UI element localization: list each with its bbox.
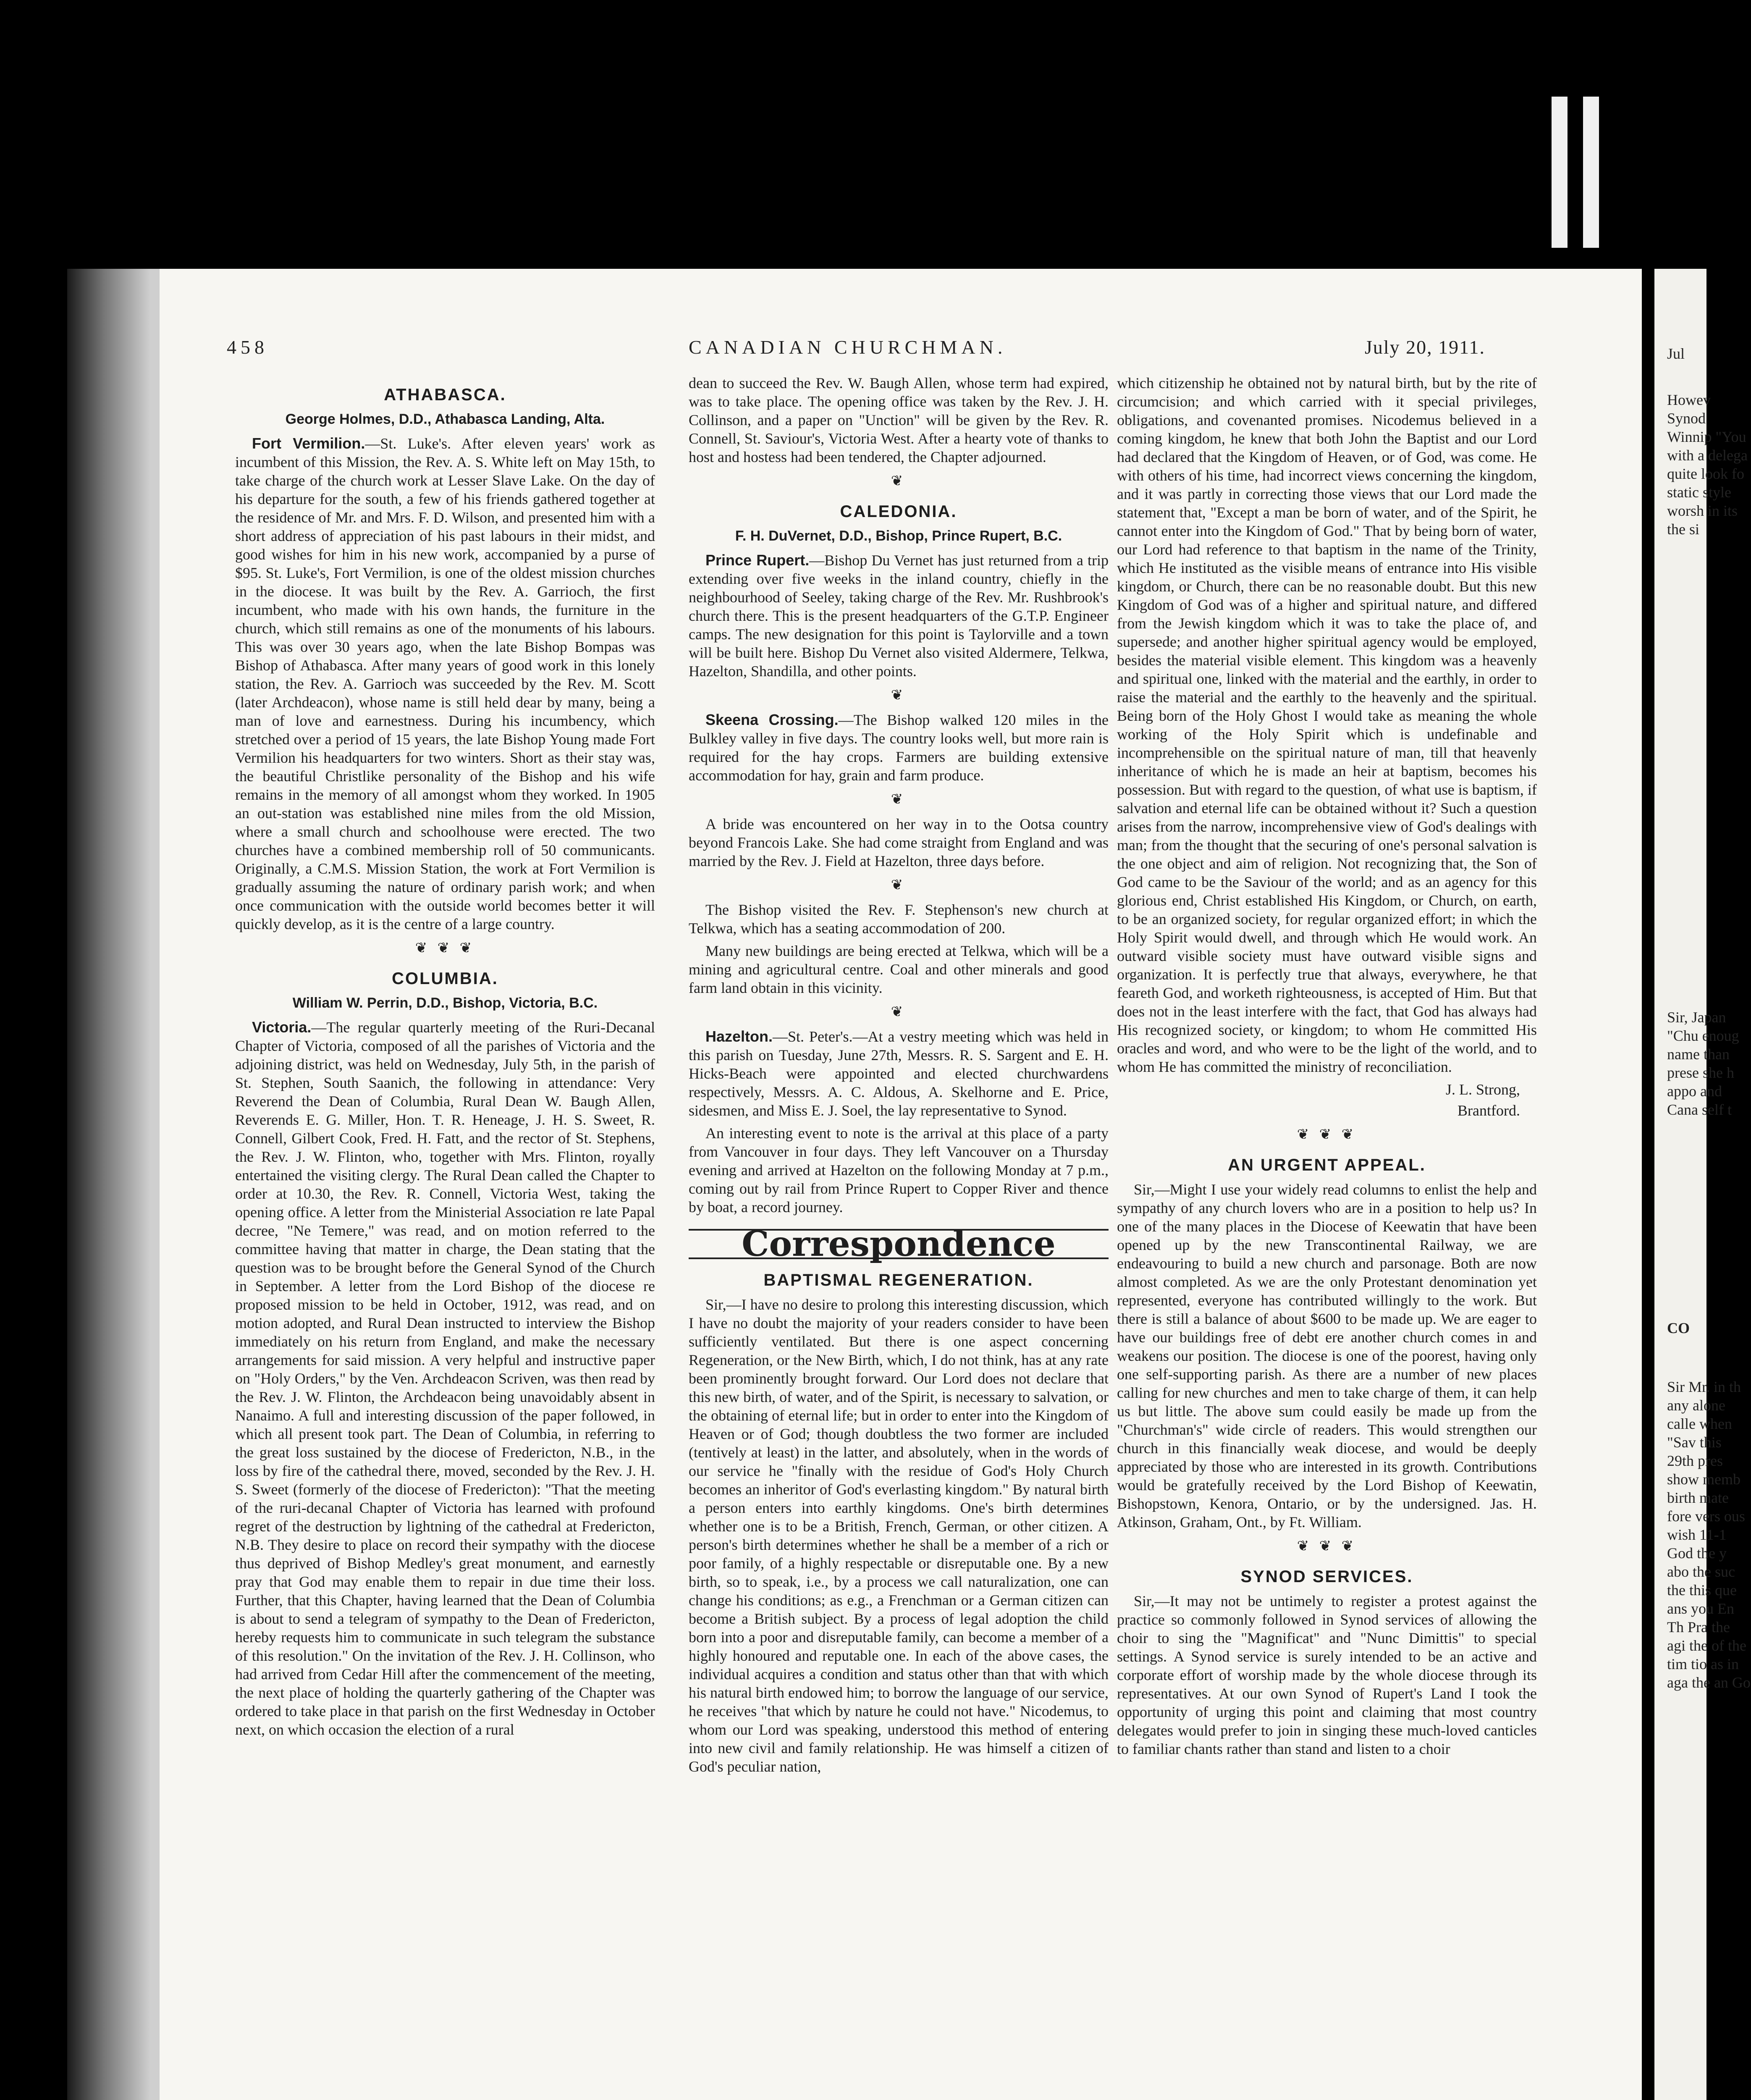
heading-urgent-appeal: AN URGENT APPEAL. <box>1228 1156 1426 1174</box>
fort-vermilion-text: —St. Luke's. After eleven years' work as incumbent of this Mission, the Rev. A. S. White left on May 15th, to take charge of the church work at Lesser Slave Lake. On the day of his departure for the south, a few of his friends gathered together at the residence of Mr. and Mrs. F. D. Wilson, and presented him with a short address of appreciation of his past labours in their midst, and good wishes for him in his new work, accompanied by a purse of $95. St. Luke's, Fort Vermilion, is one of the oldest mission churches in the diocese. It was built by the Rev. A. Garrioch, the first incumbent, who made with his own hands, the furniture in the church, which still remains as one of the monuments of his labours. This was over 30 years ago, when the late Bishop Bompas was Bishop of Athabasca. After many years of good work in this lonely station, the Rev. A. Garrioch was succeeded by the Rev. M. Scott (later Archdeacon), whose name is still held dear by many, being a man of love and earnestness. During his incumbency, which stretched over a period of 15 years, the late Bishop Young made Fort Vermilion his headquarters for two winters. Short as their stay was, the beautiful Christlike personality of the Bishop and his wife remains in the memory of all amongst whom they worked. In 1905 an out-station was established nine miles from the old Mission, where a small church and schoolhouse were erected. The two churches have a combined membership roll of 50 communicants. Originally, a C.M.S. Mission Station, the work at Fort Vermilion is gradually assuming the nature of ordinary parish work; and when once communication with the outside world becomes better it will quickly develop, as it is the centre of a large country. <box>235 435 655 932</box>
heading-caledonia: CALEDONIA. <box>840 502 957 521</box>
adjacent-page-strip <box>1654 269 1751 2100</box>
hazelton-text: —St. Peter's.—At a vestry meeting which was held in this parish on Tuesday, June 27th, Messrs. R. S. Sargent and E. H. Hicks-Beach were appointed and elected churchwardens respectively, Messrs. A. C. Aldous, A. Skelhorne and E. Price, sidesmen, and Miss E. J. Soel, the lay representative to Synod. <box>689 1028 1109 1119</box>
prince-rupert-article <box>689 551 1109 680</box>
issue-date: July 20, 1911. <box>1365 336 1485 358</box>
caledonia-bishop: F. H. DuVernet, D.D., Bishop, Prince Rupert, B.C. <box>735 528 1062 544</box>
hazelton-article <box>689 1027 1109 1120</box>
signature-place: Brantford. <box>1457 1102 1520 1119</box>
athabasca-bishop: George Holmes, D.D., Athabasca Landing, Alta. <box>285 411 605 427</box>
fort-vermilion-article <box>235 434 655 933</box>
strip-text-b: Sir, Japan "Chu enoug name than prese she h appo and Cana self t <box>1667 1009 1739 1118</box>
heading-synod-services: SYNOD SERVICES. <box>1240 1567 1413 1586</box>
baptismal-letter-continued: which citizenship he obtained not by natural birth, but by the rite of circumcision; and which carried with it special privileges, obligations, and covenanted promises. Nicodemus believed in a coming kingdom, he knew that both John the Baptist and our Lord had declared that the Kingdom of Heaven, or of God, was come. He with others of his time, had incorrect views concerning the kingdom, and it was partly in correcting those views that our Lord made the statement that, "Except a man be born of water, and of the Spirit, he cannot enter into the Kingdom of God." That by being born of water, our Lord had reference to that baptism in the name of the Trinity, which He instituted as the visible means of entrance into His visible kingdom, or Church, there can be no reasonable doubt. But this new Kingdom of God was of a higher and spiritual nature, and differed from the Jewish kingdom which it was to take the place of, and supersede; and another higher spiritual agency would be employed, besides the material visible element. This kingdom was a heavenly and spiritual one, linked with the material and the earthly, in order to raise the material and the earthly to the heavenly and the spiritual. Being born of the Holy Ghost I would take as meaning the whole working of the Holy Spirit which is undefinable and incomprehensible on the spiritual nature of man, till that heavenly inheritance of which he is made an heir at baptism, becomes his possession. But with regard to the question, of what use is baptism, if salvation and eternal life can be obtained without it? Such a question arises from the narrow, incomprehensive view of God's dealings with man; from the thought that the securing of one's personal salvation is the one object and aim of religion. Not recognizing that, the Son of God came to be the Saviour of the world; and as an agency for this glorious end, Christ established His Kingdom, or Church, on earth, to be an organized society, for regular organized effort; in which the Holy Spirit would dwell, and through which He would work. An outward visible society must have outward visible signs and organization. It is perfectly true that always, everywhere, he that feareth God, and worketh righteousness, is accepted of Him. But that does not in the least interfere with the fact, that God has always had His recognized society, or kingdom; to whom He committed His oracles and word, and who were to be the light of the world, and to whom He has committed the ministry of reconciliation. <box>1117 375 1537 1075</box>
strip-header: Jul <box>1667 345 1685 362</box>
section-ornament: ❦ ❦ ❦ <box>1297 1538 1357 1554</box>
item-ornament: ❦ <box>891 1004 907 1020</box>
strip-text-a: Howev Synod Winnip "You with a delega quite look fo static style worsh in its the si <box>1667 391 1748 538</box>
book-spine <box>67 269 160 2100</box>
fort-vermilion-place: Fort Vermilion. <box>252 435 365 452</box>
signature-name: J. L. Strong, <box>1445 1081 1520 1098</box>
item-ornament: ❦ <box>891 688 907 703</box>
columbia-bishop: William W. Perrin, D.D., Bishop, Victoria, B.C. <box>292 995 598 1011</box>
prince-rupert-text: —Bishop Du Vernet has just returned from a trip extending over five weeks in the inland country, chiefly in the neighbourhood of Seeley, taking charge of the Rev. Mr. Rushbrook's church there. This is the present headquarters of the G.T.P. Engineer camps. The new designation for this point is Taylorville and a town will be built here. Bishop Du Vernet also visited Aldermere, Telkwa, Hazelton, Shandilla, and other points. <box>689 552 1109 680</box>
victoria-continued: dean to succeed the Rev. W. Baugh Allen, whose term had expired, was to take place. The opening office was taken by the Rev. J. H. Collinson, and a paper on "Unction" will be given by the Rev. R. Connell, St. Saviour's, Victoria West. After a hearty vote of thanks to host and hostess had been tendered, the Chapter adjourned. <box>689 375 1109 465</box>
scan-marker-top-left <box>1552 97 1568 248</box>
skeena-place: Skeena Crossing. <box>705 711 839 728</box>
heading-athabasca: ATHABASCA. <box>384 386 506 404</box>
telkwa-paragraph: The Bishop visited the Rev. F. Stephenson's new church at Telkwa, which has a seating accommodation of 200. <box>689 901 1109 937</box>
item-ornament: ❦ <box>891 792 907 807</box>
hazelton-place: Hazelton. <box>705 1028 773 1045</box>
column-2 <box>689 374 1109 2100</box>
page-number: 458 <box>227 336 268 358</box>
newspaper-title: CANADIAN CHURCHMAN. <box>689 336 1007 358</box>
strip-text-c: Sir Mr. in th any alone calle when "Sav this 29th pres show memb birth mate fore vers ous wish 11-1 God the y abo the suc the this que ans you En Th Pra the agi the of the tim tio as in aga the an Go <box>1667 1378 1751 1691</box>
item-ornament: ❦ <box>891 877 907 893</box>
skeena-text: —The Bishop walked 120 miles in the Bulkley valley in five days. The country looks well, but more rain is required for the hay crops. Farmers are building extensive accommodation for hay, grain and farm produce. <box>689 711 1109 784</box>
heading-columbia: COLUMBIA. <box>392 969 498 988</box>
skeena-article <box>689 711 1109 785</box>
synod-letter: Sir,—It may not be untimely to register a protest against the practice so commonly followed in Synod services of allowing the choir to sing the "Magnificat" and "Nunc Dimittis" to special settings. A Synod service is surely intended to be an active and corporate effort of worship made by the whole diocese through its representatives. At our own Synod of Rupert's Land I took the opportunity of urging this point and claiming that most country delegates would prefer to join in singing these much-loved canticles to familiar chants rather than stand and listen to a choir <box>1117 1593 1537 1757</box>
appeal-letter: Sir,—Might I use your widely read columns to enlist the help and sympathy of any church lovers who are in a position to help us? In one of the many places in the Diocese of Keewatin that have been opened up by the new Transcontinental Railway, we are endeavouring to build a new church and parsonage. Both are now almost completed. As we are the only Protestant denomination yet represented, everyone has contributed willingly to the work. But there is still a balance of about $600 to be made up. We are eager to have our buildings free of debt ere another church comes in and weakens our position. The diocese is one of the poorest, having only one self-supporting parish. As there are a number of new places calling for new churches and men to take charge of them, it can help us but little. The above sum could easily be made up from the "Churchman's" wide circle of readers. This would strengthen our church in this financially weak diocese, and would be deeply appreciated by those who are interested in its growth. Contributions would be gratefully received by the Lord Bishop of Keewatin, Bishopstown, Kenora, Ontario, or by the undersigned. Jas. H. Atkinson, Graham, Ont., by Ft. William. <box>1117 1181 1537 1530</box>
section-ornament: ❦ <box>891 473 907 489</box>
section-ornament: ❦ ❦ ❦ <box>1297 1127 1357 1142</box>
buildings-paragraph: Many new buildings are being erected at Telkwa, which will be a mining and agricultural centre. Coal and other minerals and good farm land obtain in this vicinity. <box>689 942 1109 996</box>
victoria-text: —The regular quarterly meeting of the Ruri-Decanal Chapter of Victoria, composed of all the parishes of Victoria and the adjoining district, was held on Wednesday, July 5th, in the parish of St. Stephen, South Saanich, the following in attendance: Very Reverend the Dean of Columbia, Rural Dean W. Baugh Allen, Reverends E. G. Miller, Hon. T. R. Heneage, J. H. S. Sweet, R. Connell, Gilbert Cook, Fred. H. Fatt, and the rector of St. Stephens, the Rev. J. W. Flinton, who, together with Mrs. Flinton, royally entertained the visiting clergy. The Rural Dean called the Chapter to order at 10.30, the Rev. R. Connell, Victoria West, taking the opening office. A letter from the Ministerial Association re late Papal decree, "Ne Temere," was read, and on motion referred to the committee having that matter in charge, the Dean stating that the question was to be brought before the General Synod of the Church in September. A letter from the Lord Bishop of the diocese re proposed mission to be held in October, 1912, was read, and on motion adopted, and Rural Dean instructed to interview the Bishop immediately on his return from England, and make the necessary arrangements for said mission. A very helpful and instructive paper on "Holy Orders," by the Ven. Archdeacon Scriven, was then read by the Rev. J. W. Flinton, the Archdeacon being unavoidably absent in Nanaimo. A full and interesting discussion of the paper followed, in which all present took part. The Dean of Columbia, in referring to the great loss sustained by the diocese of Fredericton, N.B., in the loss by fire of the cathedral there, moved, seconded by the Rev. J. H. S. Sweet (formerly of the diocese of Fredericton): "That the meeting of the ruri-decanal Chapter of Victoria has learned with profound regret of the destruction by lightning of the cathedral at Fredericton, N.B. They desire to place on record their sympathy with the diocese thus deprived of Bishop Medley's great monument, and earnestly pray that God may enable them to repair in due time their loss. Further, that this Chapter, having learned that the Dean of Columbia is about to send a telegram of sympathy to the Dean of Fredericton, hereby requests him to communicate in such telegram the substance of this resolution." On the invitation of the Rev. J. H. Collinson, who had arrived from Cedar Hill after the commencement of the meeting, the next place of holding the quarterly gathering of the Chapter was ordered to take place in that parish on the first Wednesday in October next, on which occasion the election of a rural <box>235 1019 655 1738</box>
scan-marker-top-right <box>1583 97 1599 248</box>
heading-baptismal-regeneration: BAPTISMAL REGENERATION. <box>763 1271 1034 1289</box>
baptismal-letter: Sir,—I have no desire to prolong this interesting discussion, which I have no doubt the majority of your readers consider to have been sufficiently ventilated. But there is one aspect concerning Regeneration, or the New Birth, which, I do not think, has at any rate been prominently brought forward. Our Lord does not declare that this new birth, of water, and of the Spirit, is necessary to salvation, or the obtaining of eternal life; but in order to enter into the Kingdom of Heaven or of God; though doubtless the two former are included (tentively at least) in the latter, and absolutely, when in the words of our service he "finally with the residue of God's Holy Church becomes an inheritor of God's everlasting kingdom." By natural birth a person enters into earthly kingdoms. One's birth determines whether one is to be a British, French, German, or other citizen. A person's birth determines whether he shall be a member of a rich or poor family, of a highly respectable or disreputable one. By a new birth, so to speak, i.e., by a process we call naturalization, one can change his conditions; as e.g., a Frenchman or a German citizen can become a British subject. By a process of legal adoption the child born into a poor and disreputable family, can become a member of a highly honoured and reputable one. In each of the above cases, the individual acquires a condition and status other than that with which his natural birth endowed him; to borrow the language of our service, he receives "that which by nature he could not have." Nicodemus, to whom our Lord was speaking, understood this method of entering into new civil and family relationship. He was himself a citizen of God's peculiar nation, <box>689 1296 1109 1775</box>
prince-rupert-place: Prince Rupert. <box>705 551 810 569</box>
strip-heading: CO <box>1667 1320 1690 1336</box>
column-1 <box>235 374 655 2100</box>
column-3 <box>1117 374 1537 2100</box>
victoria-place: Victoria. <box>252 1018 312 1036</box>
section-ornament: ❦ ❦ ❦ <box>415 940 475 956</box>
event-paragraph: An interesting event to note is the arrival at this place of a party from Vancouver in four days. They left Vancouver on a Thursday evening and arrived at Hazelton on the following Monday at 7 p.m., coming out by rail from Prince Rupert to Copper River and thence by boat, a record journey. <box>689 1125 1109 1215</box>
bride-paragraph: A bride was encountered on her way in to the Ootsa country beyond Francois Lake. She had come straight from England and was married by the Rev. J. Field at Hazelton, three days before. <box>689 816 1109 869</box>
correspondence-banner: Correspondence <box>689 1229 1109 1259</box>
victoria-article <box>235 1018 655 1739</box>
